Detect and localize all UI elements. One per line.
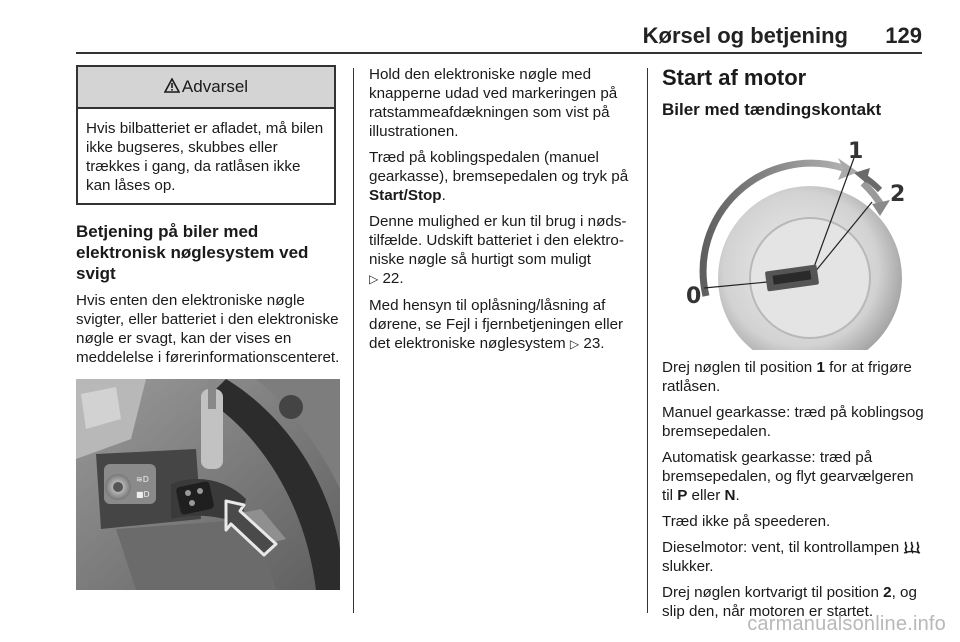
position-0-label: 0 (686, 284, 702, 309)
col1-paragraph: Hvis enten den elektroniske nøgle svigter, eller batteriet i den elektroniske nøgle er svagt, kan der vises en meddelelse i førerinformationscenteret. (76, 292, 340, 366)
page-reference-link[interactable]: 22. (382, 270, 404, 287)
col2-paragraph-3: Denne mulighed er kun til brug i nødstilfælde. Udskift batteriet i den elektroniske nøgle så hurtigt som muligt ▷ 22. (369, 213, 627, 287)
start-stop-label: Start/Stop (369, 187, 442, 204)
position-2-label: 2 (890, 182, 906, 207)
page-reference-link[interactable]: 23. (583, 335, 605, 352)
subsection-heading: Biler med tændingskontakt (662, 100, 882, 119)
column-divider-left (353, 68, 354, 613)
svg-text:■D: ■D (136, 490, 150, 499)
warning-body (78, 109, 334, 203)
warning-header (78, 67, 334, 109)
col3-paragraph-5: Dieselmotor: vent, til kontrollampen slukker. (662, 538, 926, 576)
col3-paragraph-2: Manuel gearkasse: træd på koblingsog bremsepedalen. (662, 404, 924, 440)
warning-triangle-icon (164, 78, 180, 93)
col3-paragraph-4: Træd ikke på speederen. (662, 513, 831, 530)
col1-heading: Betjening på biler med elektronisk nøglesystem ved svigt (76, 222, 309, 283)
warning-title: Advarsel (181, 77, 249, 96)
position-1-label: 1 (848, 139, 864, 164)
svg-text:≋D: ≋D (136, 475, 149, 484)
section-heading: Start af motor (662, 65, 807, 90)
col3-paragraph-6: Drej nøglen kortvarigt til position 2, og slip den, når motoren er startet. (662, 584, 917, 620)
column-middle (369, 65, 635, 361)
warning-text: Hvis bilbatteriet er afladet, må bilen ikke bugseres, skubbes eller trækkes i gang, da ratlåsen ikke kan låses op. (86, 120, 324, 194)
col2-paragraph-1: Hold den elektroniske nøgle med knapperne udad ved markeringen på ratstammeafdækningen som vist på illustrationen. (369, 66, 618, 140)
column-left (76, 65, 340, 590)
section-title: Kørsel og betjening (642, 23, 848, 48)
col2-paragraph-4: Med hensyn til oplåsning/låsning af dørene, se Fejl i fjernbetjeningen eller det elektroniske nøglesystem ▷ 23. (369, 297, 624, 352)
page-reference-icon: ▷ (369, 272, 379, 286)
steering-column-photo (76, 379, 340, 590)
glow-plug-icon (903, 540, 921, 554)
col3-paragraph-3: Automatisk gearkasse: træd på bremsepedalen, og flyt gearvælgeren til P eller N. (662, 449, 914, 504)
warning-box (76, 65, 336, 205)
page-number: 129 (885, 23, 922, 48)
header-rule (76, 52, 922, 54)
column-right (662, 65, 926, 628)
ignition-switch-diagram (658, 128, 926, 350)
col2-paragraph-2: Træd på koblingspedalen (manuel gearkasse), bremsepedalen og tryk på Start/Stop. (369, 149, 629, 204)
watermark: carmanualsonline.info (747, 613, 946, 635)
page-reference-icon: ▷ (569, 337, 580, 351)
page-header (0, 0, 960, 54)
column-divider-right (647, 68, 648, 613)
col3-paragraph-1: Drej nøglen til position 1 for at frigøre ratlåsen. (662, 359, 912, 395)
